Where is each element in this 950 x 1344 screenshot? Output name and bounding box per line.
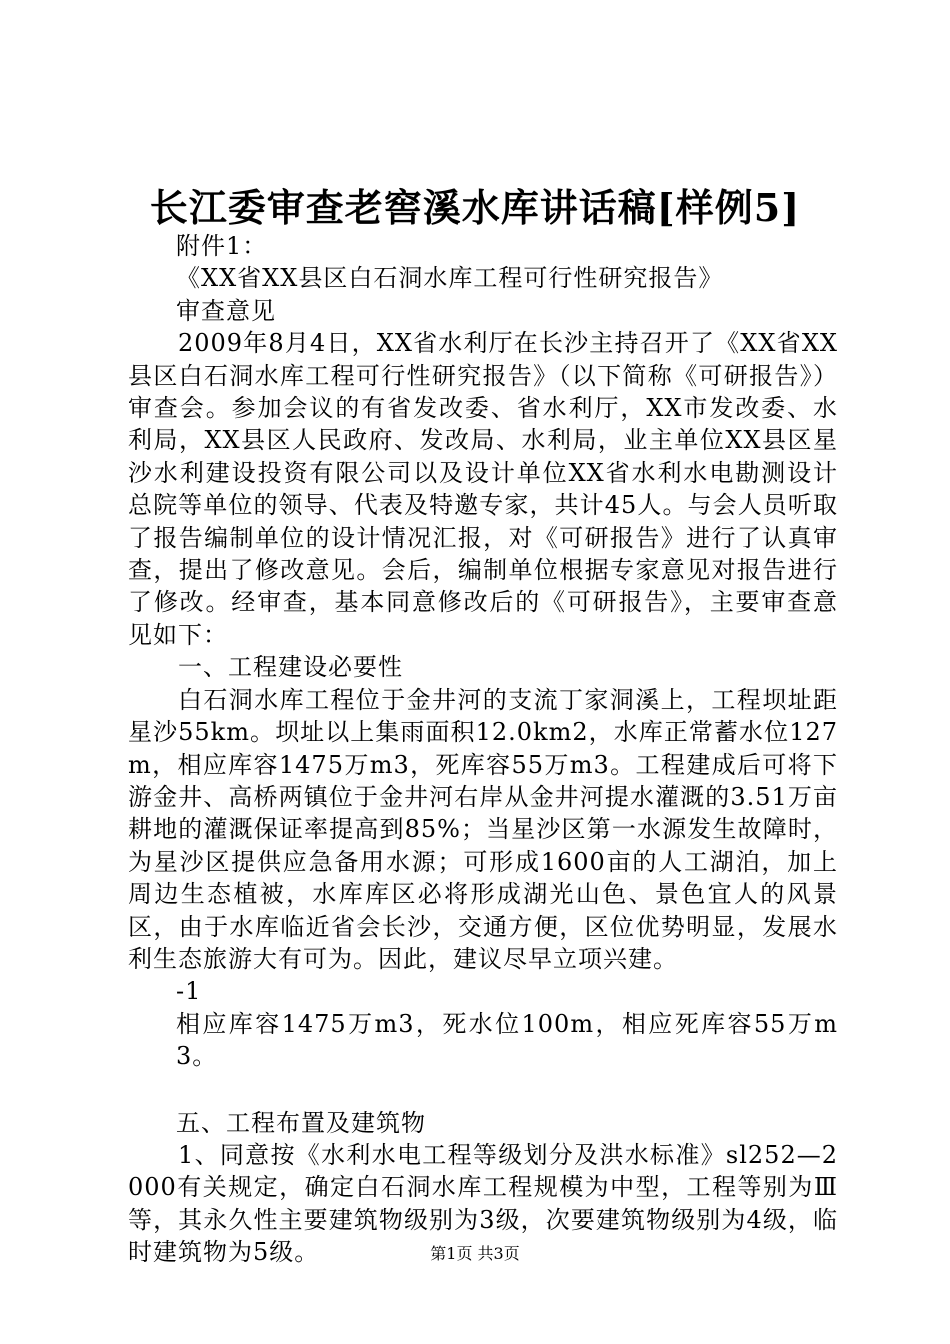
page-marker: -1: [176, 977, 202, 1006]
document-body: [128, 230, 838, 1269]
review-opinion-heading: 审查意见: [176, 296, 276, 325]
attachment-label: 附件1：: [176, 232, 268, 260]
section-heading-necessity: 一、工程建设必要性: [178, 653, 403, 682]
meeting-paragraph: 2009年8月4日，XX省水利厅在长沙主持召开了《XX省XX县区白石洞水库工程可行性研究报告》（以下简称《可研报告》）审查会。参加会议的有省发改委、省水利厅，XX市发改委、水利局，XX县区人民政府、发改局、水利局，业主单位XX县区星沙水利建设投资有限公司以及设计单位XX省水利水电勘测设计总院等单位的领导、代表及特邀专家，共计45人。与会人员听取了报告编制单位的设计情况汇报，对《可研报告》进行了认真审查，提出了修改意见。会后，编制单位根据专家意见对报告进行了修改。经审查，基本同意修改后的《可研报告》，主要审查意见如下：: [128, 329, 838, 649]
project-description-paragraph: 白石洞水库工程位于金井河的支流丁家洞溪上，工程坝址距星沙55km。坝址以上集雨面积12.0km2，水库正常蓄水位127m，相应库容1475万m3，死库容55万m3。工程建成后可将下游金井、高桥两镇位于金井河右岸从金井河提水灌溉的3.51万亩耕地的灌溉保证率提高到85%；当星沙区第一水源发生故障时，为星沙区提供应急备用水源；可形成1600亩的人工湖泊，加上周边生态植被，水库库区必将形成湖光山色、景色宜人的风景区，由于水库临近省会长沙，交通方便，区位优势明显，发展水利生态旅游大有可为。因此，建议尽早立项兴建。: [128, 685, 838, 973]
grade-paragraph: 1、同意按《水利水电工程等级划分及洪水标准》sl252—2000有关规定，确定白石洞水库工程规模为中型，工程等别为Ⅲ等，其永久性主要建筑物级别为3级，次要建筑物级别为4级，临时建筑物为5级。: [128, 1140, 838, 1267]
report-name: 《XX省XX县区白石洞水库工程可行性研究报告》: [176, 264, 724, 293]
document-title: 长江委审查老窖溪水库讲话稿[样例5]: [149, 185, 801, 230]
section-heading-layout: 五、工程布置及建筑物: [176, 1108, 426, 1137]
page-footer: 第1页 共3页: [430, 1244, 520, 1263]
paragraph-gap: [128, 1073, 838, 1107]
capacity-paragraph: 相应库容1475万m3，死水位100m，相应死库容55万m3。: [176, 1009, 838, 1071]
